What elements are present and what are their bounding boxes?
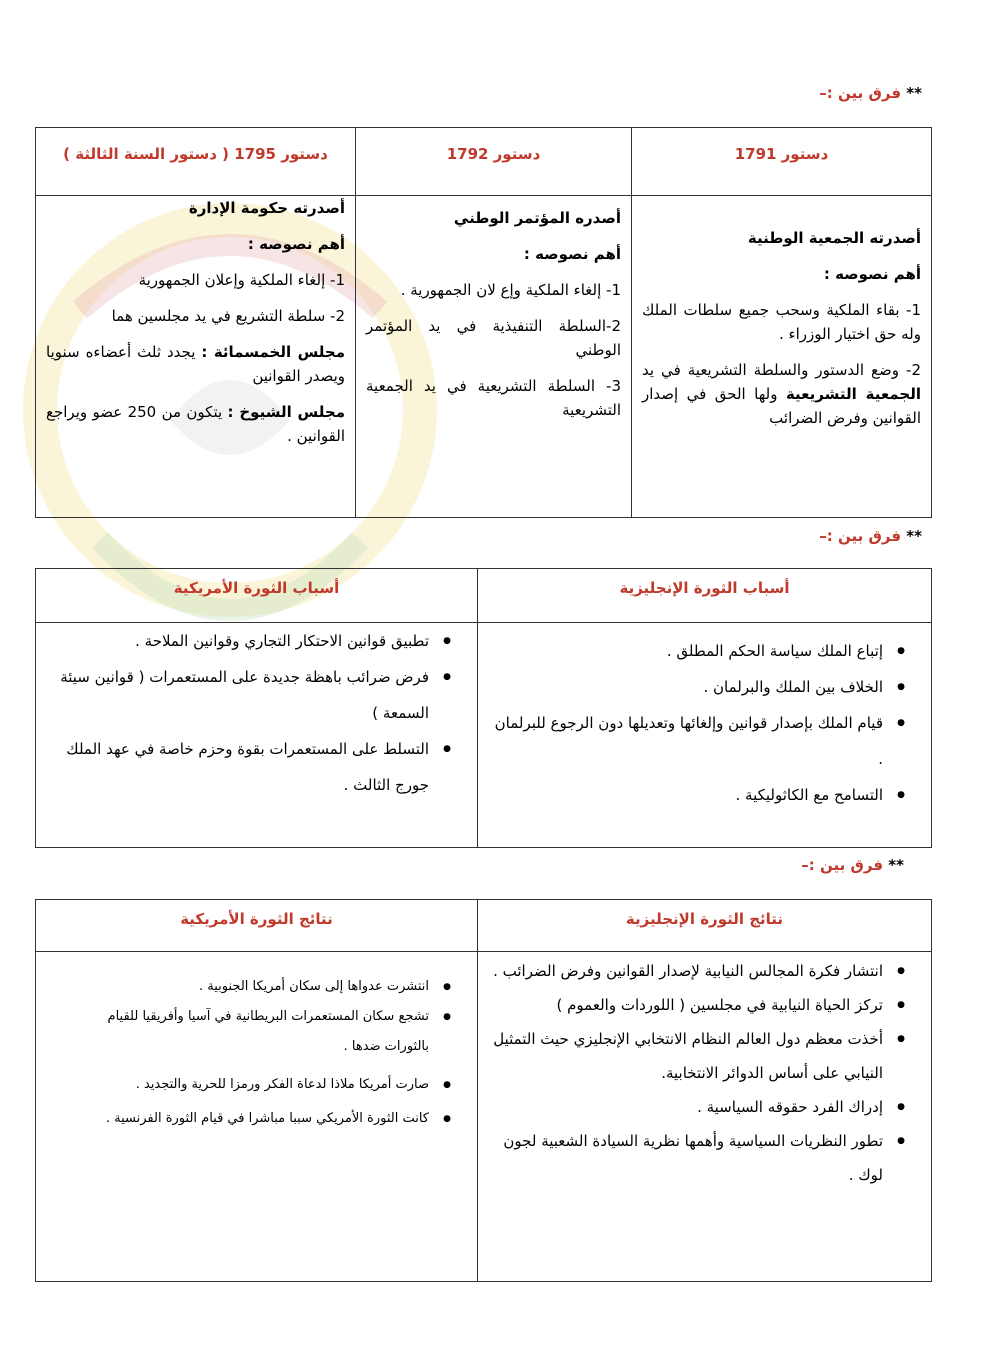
american-causes-cell [36,623,478,848]
section-heading-1 [819,84,922,102]
english-results-list [488,954,921,1192]
list-item: ● التسلط على المستعمرات بقوة وحزم خاصة في عهد الملك جورج الثالث . [46,731,451,803]
american-results-list [96,972,467,1134]
list-item: ● صارت أمريكا ملاذا لدعاة الفكر ورمزا للحرية والتجديد . [96,1070,451,1100]
list-item: ● تطبيق قوانين الاحتكار التجاري وقوانين الملاحة . [46,623,451,659]
list-item: ● الخلاف بين الملك والبرلمان . [488,669,905,705]
list-item: ● تركز الحياة النيابية في مجلسين ( اللوردات والعموم ) [488,988,905,1022]
table-row [36,196,932,518]
section-heading-2 [819,527,922,545]
list-item: ● إدراك الفرد حقوقه السياسية . [488,1090,905,1124]
causes-table [35,568,932,848]
text-1792-2: 2-السلطة التنفيذية في يد المؤتمر الوطني [366,317,621,359]
header-english-results: نتائج الثورة الإنجليزية [478,900,932,952]
texts-title-1795: أهم نصوصه : [247,235,345,253]
senate-text: يتكون من 250 عضو ويراجع القوانين . [46,403,345,445]
cell-1795 [36,196,356,518]
text-1791-2 [642,358,921,430]
text-1795-3 [46,340,345,388]
issuer-1791: أصدرته الجمعية الوطنية [747,229,921,247]
header-1791: دستور 1791 [632,128,932,196]
issuer-1792: أصدره المؤتمر الوطني [453,209,621,227]
list-item: ● قيام الملك بإصدار قوانين وإلغائها وتعديلها دون الرجوع للبرلمان . [488,705,905,777]
heading-stars: ** [906,527,922,545]
header-english-causes: أسباب الثورة الإنجليزية [478,569,932,623]
list-item: ● كانت الثورة الأمريكي سببا مباشرا في قيام الثورة الفرنسية . [96,1104,451,1134]
header-american-results: نتائج الثورة الأمريكية [36,900,478,952]
list-item: ● تشجع سكان المستعمرات البريطانية في آسيا وأفريقيا للقيام بالثورات ضدها . [96,1002,451,1062]
list-item: ● تطور النظريات السياسية وأهمها نظرية السيادة الشعبية لجون لوك . [488,1124,905,1192]
text-1791-1: 1- بقاء الملكية وسحب جميع سلطات الملك وله حق اختيار الوزراء . [642,301,921,343]
issuer-1795: أصدرته حكومة الإدارة [188,199,345,217]
header-1792: دستور 1792 [356,128,632,196]
text-1792-1: 1- إلغاء الملكية وإع لان الجمهورية . [400,281,621,299]
council-500-text: يجدد ثلث أعضاءه سنويا ويصدر القوانين [46,343,345,385]
table-header-row [36,569,932,623]
english-causes-list [488,633,921,813]
texts-title-1791: أهم نصوصه : [823,265,921,283]
list-item: ● إتباع الملك سياسة الحكم المطلق . [488,633,905,669]
text-1791-2c: ولها الحق في إصدار القوانين وفرض الضرائب [642,385,921,427]
heading-stars: ** [906,84,922,102]
list-item: ● أخذت معظم دول العالم النظام الانتخابي الإنجليزي حيث التمثيل النيابي على أساس الدوائر الانتخابية. [488,1022,905,1090]
results-table [35,899,932,1282]
text-1795-4 [46,400,345,448]
senate-label: مجلس الشيوخ : [227,403,345,421]
table-row [36,623,932,848]
texts-title-1792: أهم نصوصه : [523,245,621,263]
text-1795-2: 2- سلطة التشريع في يد مجلسين هما [111,307,345,325]
english-results-cell [478,952,932,1282]
table-header-row [36,128,932,196]
text-1791-2a: 2- وضع الدستور والسلطة التشريعية في يد [642,361,921,379]
list-item: ● انتشرت عدواها إلى سكان أمريكا الجنوبية . [96,972,451,1002]
list-item: ● انتشار فكرة المجالس النيابية لإصدار القوانين وفرض الضرائب . [488,954,905,988]
table-header-row [36,900,932,952]
council-500-label: مجلس الخمسمائة : [201,343,345,361]
english-causes-cell [478,623,932,848]
american-causes-list [46,623,467,803]
american-results-cell [36,952,478,1282]
constitutions-table [35,127,932,518]
cell-1792 [356,196,632,518]
text-1792-3: 3- السلطة التشريعية في يد الجمعية التشريعية [366,377,621,419]
heading-text: فرق بين :– [801,856,884,874]
cell-1791 [632,196,932,518]
header-american-causes: أسباب الثورة الأمريكية [36,569,478,623]
table-row [36,952,932,1282]
list-item: ● فرض ضرائب باهظة جديدة على المستعمرات ( قوانين سيئة السمعة ) [46,659,451,731]
text-1795-1: 1- إلغاء الملكية وإعلان الجمهورية [138,271,345,289]
list-item: ● التسامح مع الكاثوليكية . [488,777,905,813]
heading-text: فرق بين :– [819,527,902,545]
heading-text: فرق بين :– [819,84,902,102]
header-1795: دستور 1795 ( دستور السنة الثالثة ) [36,128,356,196]
text-1791-2b: الجمعية التشريعية [785,385,921,403]
section-heading-3 [801,856,904,874]
heading-stars: ** [888,856,904,874]
